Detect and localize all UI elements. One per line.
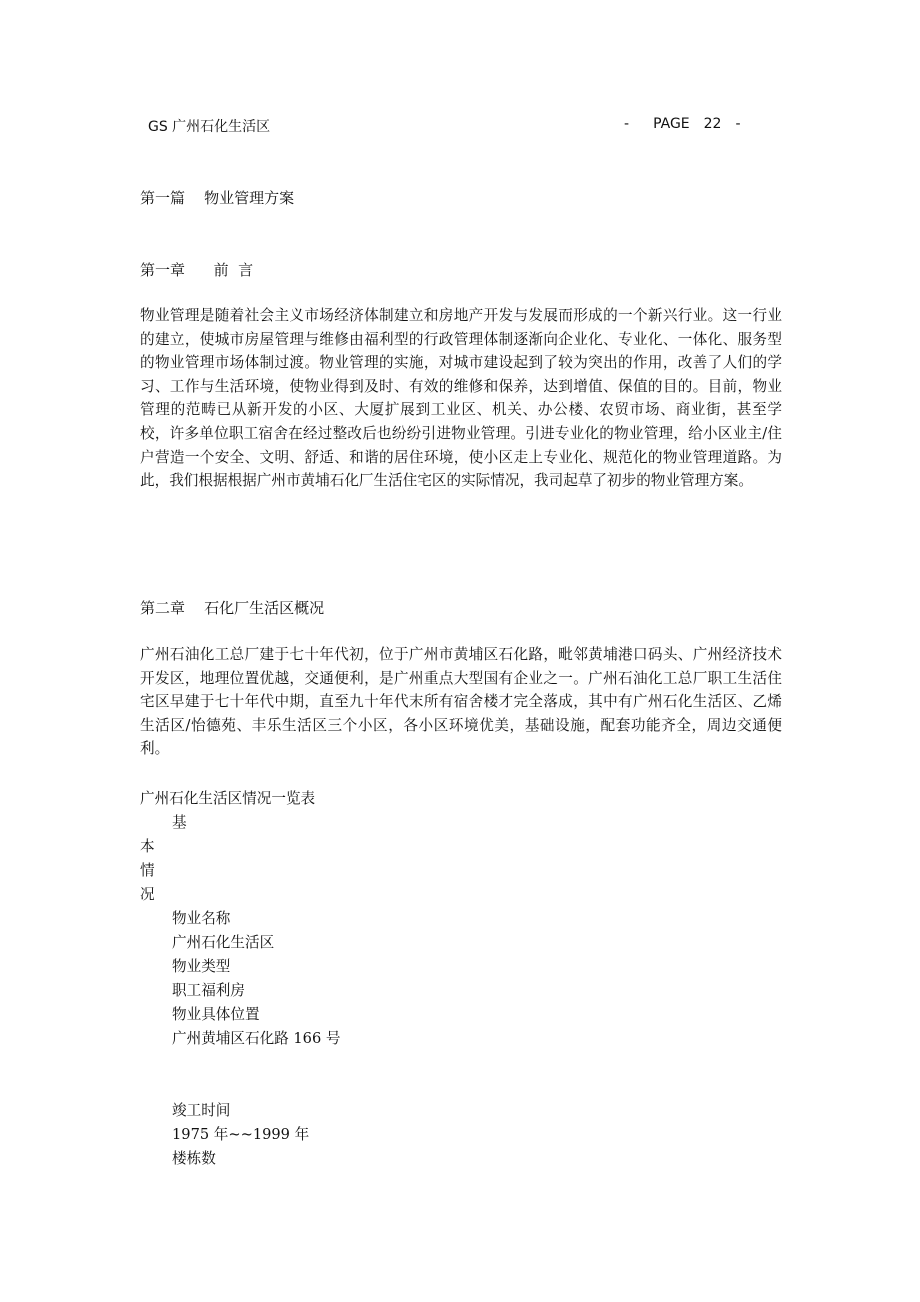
table-cell: 1975 年~~1999 年 [172, 1126, 310, 1143]
section-char: 况 [140, 886, 155, 903]
table-cell: 物业名称 [172, 910, 231, 927]
chapter1-heading: 第一章 前 言 [140, 261, 254, 279]
table-cell: 广州石化生活区 [172, 934, 275, 951]
chapter2-heading: 第二章 石化厂生活区概况 [140, 599, 325, 617]
table-cell: 物业具体位置 [172, 1006, 260, 1023]
header-title: GS 广州石化生活区 [148, 119, 271, 135]
table-cell: 竣工时间 [172, 1102, 231, 1119]
table-caption: 广州石化生活区情况一览表 [140, 790, 316, 807]
page-dash-right: - [735, 116, 741, 132]
header-page-number [624, 116, 741, 132]
table-cell: 楼栋数 [172, 1150, 216, 1167]
table-cell: 广州黄埔区石化路 166 号 [172, 1030, 341, 1047]
page-label: PAGE [653, 116, 690, 132]
section-char: 情 [140, 862, 155, 879]
part-heading: 第一篇 物业管理方案 [140, 189, 295, 207]
table-cell: 物业类型 [172, 958, 231, 975]
section-char: 基 [172, 814, 187, 831]
page-number: 22 [703, 116, 722, 132]
section-char: 本 [140, 838, 155, 855]
page-dash-left: - [624, 116, 630, 132]
table-cell: 职工福利房 [172, 982, 245, 999]
chapter1-body: 物业管理是随着社会主义市场经济体制建立和房地产开发与发展而形成的一个新兴行业。这一行业的建立，使城市房屋管理与维修由福利型的行政管理体制逐渐向企业化、专业化、一体化、服务型的物业管理市场体制过渡。物业管理的实施，对城市建设起到了较为突出的作用，改善了人们的学习、工作与生活环境，使物业得到及时、有效的维修和保养，达到增值、保值的目的。目前，物业管理的范畴已从新开发的小区、大厦扩展到工业区、机关、办公楼、农贸市场、商业街，甚至学校，许多单位职工宿舍在经过整改后也纷纷引进物业管理。引进专业化的物业管理，给小区业主/住户营造一个安全、文明、舒适、和谐的居住环境，使小区走上专业化、规范化的物业管理道路。为此，我们根据根据广州市黄埔石化厂生活住宅区的实际情况，我司起草了初步的物业管理方案。 [140, 307, 782, 490]
chapter2-body: 广州石油化工总厂建于七十年代初，位于广州市黄埔区石化路，毗邻黄埔港口码头、广州经济技术开发区，地理位置优越，交通便利，是广州重点大型国有企业之一。广州石油化工总厂职工生活住宅区早建于七十年代中期，直至九十年代末所有宿舍楼才完全落成，其中有广州石化生活区、乙烯生活区/怡德苑、丰乐生活区三个小区，各小区环境优美，基础设施，配套功能齐全，周边交通便利。 [140, 646, 782, 758]
